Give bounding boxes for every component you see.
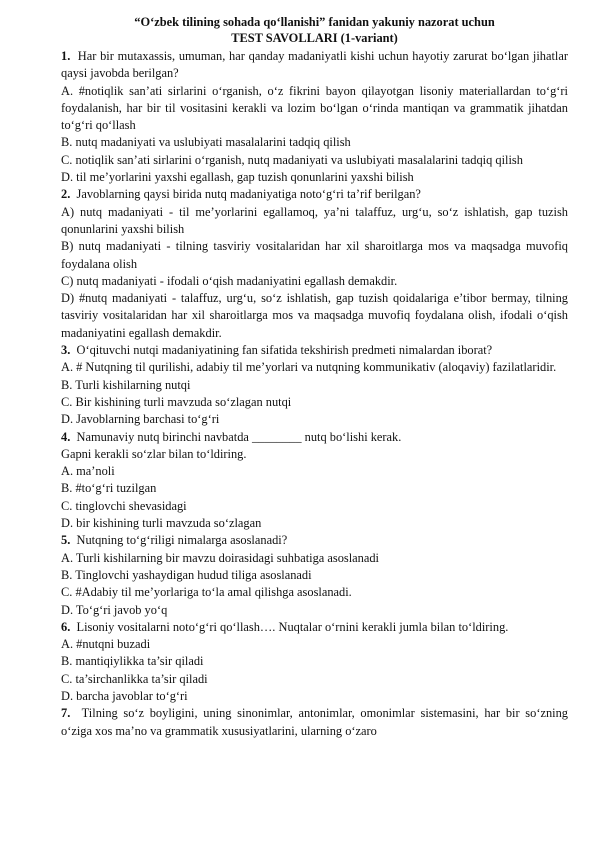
option-body: D. barcha javoblar to‘g‘ri (61, 688, 188, 703)
option-body: B. Turli kishilarning nutqi (61, 377, 191, 392)
test-questions (61, 48, 568, 740)
option-body: A. ma’noli (61, 464, 115, 479)
question-number: 1. (61, 49, 71, 63)
answer-option (61, 446, 568, 463)
option-body: C) nutq madaniyati - ifodali o‘qish madaniyatini egallash demakdir. (61, 273, 398, 288)
question-body: Nutqning to‘g‘riligi nimalarga asoslanadi? (76, 533, 288, 548)
question-body: Lisoniy vositalarni noto‘g‘ri qo‘llash…. Nuqtalar o‘rnini kerakli jumla bilan to‘ldiring. (76, 619, 509, 634)
question-body: Har bir mutaxassis, umuman, har qanday madaniyatli kishi uchun hayotiy zarurat bo‘lgan jihatlar qaysi javobda berilgan? (61, 49, 568, 81)
option-body: B. Tinglovchi yashaydigan hudud tiliga asoslanadi (61, 567, 312, 582)
answer-option (61, 273, 568, 290)
answer-option (61, 134, 568, 151)
answer-option (61, 636, 568, 653)
answer-option (61, 671, 568, 688)
option-body: C. ta’sirchanlikka ta’sir qiladi (61, 671, 208, 686)
question-number: 5. (61, 533, 71, 548)
answer-option (61, 584, 568, 601)
answer-option (61, 463, 568, 480)
answer-option (61, 290, 568, 342)
option-body: D. Javoblarning barchasi to‘g‘ri (61, 412, 220, 427)
answer-option (61, 411, 568, 428)
answer-option (61, 83, 568, 135)
answer-option (61, 394, 568, 411)
option-body: B. #to‘g‘ri tuzilgan (61, 481, 157, 496)
question-text (61, 532, 568, 549)
question-body: Javoblarning qaysi birida nutq madaniyatiga noto‘g‘ri ta’rif berilgan? (76, 187, 421, 202)
option-body: C. Bir kishining turli mavzuda so‘zlagan nutqi (61, 394, 292, 409)
question-number: 6. (61, 619, 71, 634)
document-subtitle: TEST SAVOLLARI (1-variant) (231, 31, 398, 45)
question-body: Namunaviy nutq birinchi navbatda ________ nutq bo‘lishi kerak. (76, 429, 402, 444)
question-number: 3. (61, 343, 71, 358)
question-body: Tilning so‘z boyligini, uning sinonimlar, antonimlar, omonimlar sistemasini, har bir so‘zning o‘ziga xos ma’no va grammatik xususiyatlarini, ularning o‘zaro (61, 706, 568, 738)
option-body: C. #Adabiy til me’yorlariga to‘la amal qilishga asoslanadi. (61, 585, 352, 600)
question-text (61, 619, 568, 636)
question-text (61, 186, 568, 203)
question-text (61, 429, 568, 446)
answer-option (61, 653, 568, 670)
answer-option (61, 550, 568, 567)
option-body: C. tinglovchi shevasidagi (61, 498, 187, 513)
option-body: D. til me’yorlarini yaxshi egallash, gap tuzish qonunlarini yaxshi bilish (61, 170, 414, 185)
question-number: 2. (61, 187, 71, 202)
option-body: D. bir kishining turli mavzuda so‘zlagan (61, 516, 262, 531)
answer-option (61, 238, 568, 273)
question-text (61, 342, 568, 359)
option-body: C. notiqlik san’ati sirlarini o‘rganish, nutq madaniyati va uslubiyati masalalarini tadqiq qilish (61, 152, 523, 167)
question-body: O‘qituvchi nutqi madaniyatining fan sifatida tekshirish predmeti nimalardan iborat? (76, 343, 493, 358)
answer-option (61, 480, 568, 497)
option-body: D. To‘g‘ri javob yo‘q (61, 602, 168, 617)
option-body: B. nutq madaniyati va uslubiyati masalalarini tadqiq qilish (61, 135, 351, 150)
option-body: A) nutq madaniyati - til me’yorlarini egallamoq, ya’ni talaffuz, urg‘u, so‘z ishlatish, gap tuzish qonunlarini yaxshi bilish (61, 204, 568, 236)
option-body: B) nutq madaniyati - tilning tasviriy vositalaridan har xil sharoitlarga mos va maqsadga muvofiq foydalana olish (61, 239, 568, 271)
option-body: A. # Nutqning til qurilishi, adabiy til me’yorlari va nutqning kommunikativ (aloqaviy) fazilatlaridir. (61, 360, 557, 375)
option-body: Gapni kerakli so‘zlar bilan to‘ldiring. (61, 446, 247, 461)
answer-option (61, 567, 568, 584)
answer-option (61, 498, 568, 515)
answer-option (61, 152, 568, 169)
answer-option (61, 602, 568, 619)
question-number: 7. (61, 706, 71, 721)
option-body: D) #nutq madaniyati - talaffuz, urg‘u, so‘z ishlatish, gap tuzish qoidalariga e’tibor bermay, tilning tasviriy vositalaridan har xil sharoitlarga mos va maqsadga muvofiq foydalana olish, ifodali o‘qish madaniyatini egallash demakdir. (61, 291, 568, 340)
answer-option (61, 688, 568, 705)
answer-option (61, 169, 568, 186)
answer-option (61, 204, 568, 239)
answer-option (61, 515, 568, 532)
option-body: A. Turli kishilarning bir mavzu doirasidagi suhbatiga asoslanadi (61, 550, 379, 565)
answer-option (61, 359, 568, 376)
option-body: A. #nutqni buzadi (61, 637, 151, 652)
question-text (61, 48, 568, 83)
question-text (61, 705, 568, 740)
option-body: B. mantiqiylikka ta’sir qiladi (61, 654, 204, 669)
option-body: A. #notiqlik san’ati sirlarini o‘rganish, o‘z fikrini bayon qilayotgan lisoniy materiallardan to‘g‘ri foydalanish, har bir til vositasini kerakli va lozim bo‘lgan o‘rinda mantiqan va grammatik jihatdan to‘g‘ri qo‘llash (61, 83, 568, 133)
answer-option (61, 377, 568, 394)
question-number: 4. (61, 429, 71, 444)
document-title: “O‘zbek tilining sohada qo‘llanishi” fanidan yakuniy nazorat uchun (134, 15, 495, 29)
